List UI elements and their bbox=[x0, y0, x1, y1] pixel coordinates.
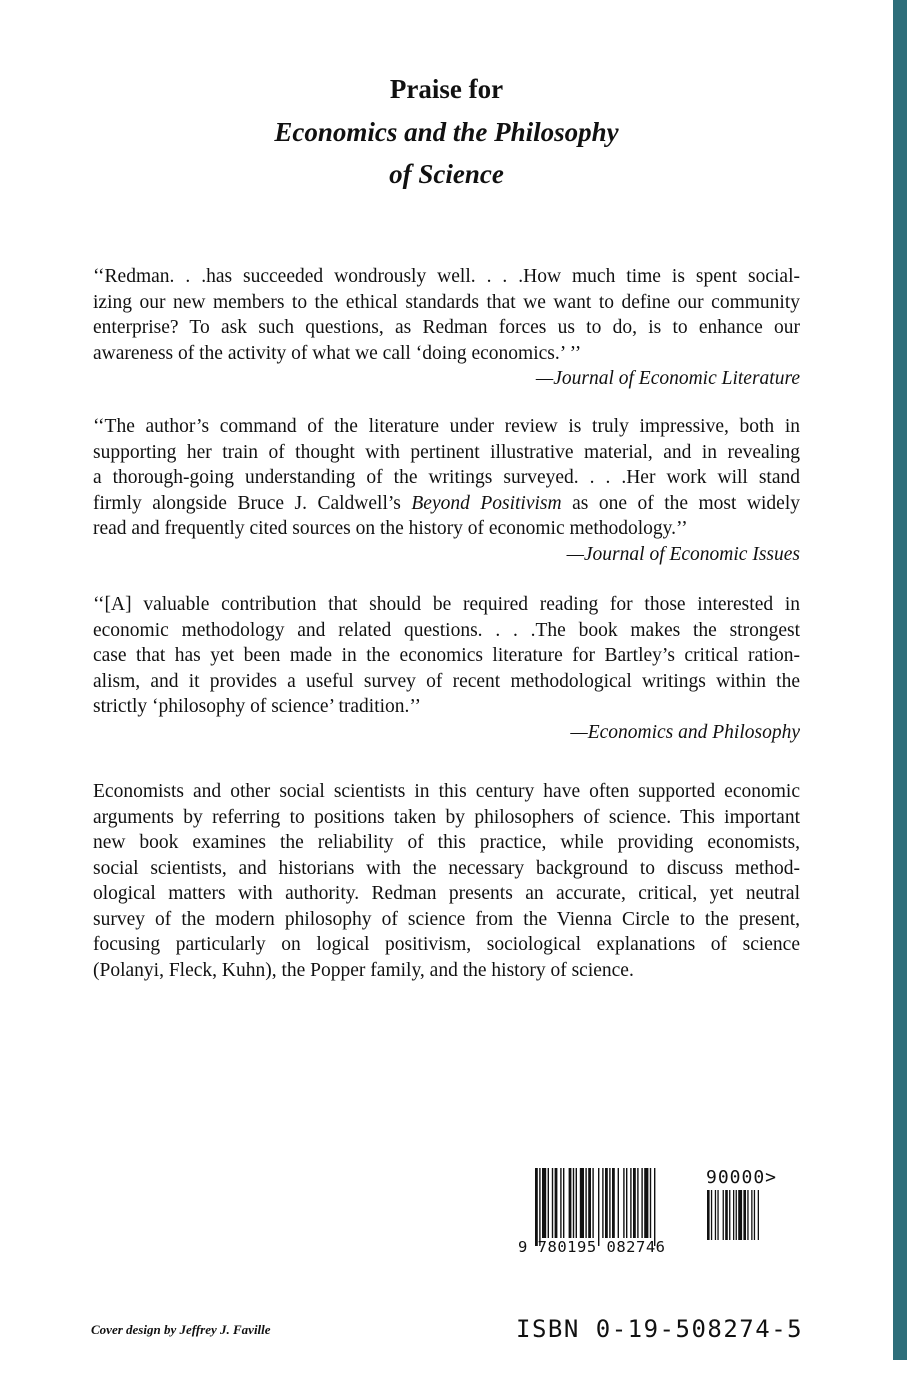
description-line: social scientists, and historians with the necessary background to discuss method- bbox=[93, 857, 800, 879]
barcode-bar bbox=[654, 1168, 655, 1246]
book-title-line-2: of Science bbox=[389, 159, 504, 189]
barcode-bar bbox=[650, 1168, 651, 1238]
description-line: arguments by referring to positions taken by philosophers of science. This important bbox=[93, 806, 800, 828]
price-barcode-bar bbox=[738, 1190, 742, 1240]
barcode-bar bbox=[618, 1168, 619, 1238]
review-line-with-book-title bbox=[93, 491, 800, 517]
review-line: strictly ‘philosophy of science’ tradition.’’ bbox=[93, 696, 421, 717]
price-barcode-bar bbox=[733, 1190, 734, 1240]
review-line: economic methodology and related questions. . . .The book makes the strongest bbox=[93, 619, 800, 641]
barcode-bar bbox=[563, 1168, 564, 1238]
barcode-bar bbox=[542, 1168, 546, 1238]
barcode-block bbox=[515, 1168, 800, 1378]
review-line: case that has yet been made in the economics literature for Bartley’s critical ration- bbox=[93, 645, 800, 666]
price-barcode-bar bbox=[747, 1190, 748, 1240]
review-line-part: firmly alongside Bruce J. Caldwell’s bbox=[93, 492, 412, 514]
barcode-bar bbox=[573, 1168, 574, 1238]
review-line: izing our new members to the ethical standards that we want to define our community bbox=[93, 291, 800, 313]
review-source: —Journal of Economic Issues bbox=[566, 543, 800, 565]
price-barcode-bar bbox=[758, 1190, 759, 1240]
price-barcode-bar bbox=[743, 1190, 746, 1240]
barcode-bar bbox=[539, 1168, 540, 1246]
description-line: Economists and other social scientists in this century have often supported economic bbox=[93, 781, 800, 802]
ean-digits: 9 780195 082746 bbox=[518, 1238, 666, 1256]
price-barcode-bar bbox=[715, 1190, 716, 1240]
barcode-bars bbox=[515, 1168, 695, 1246]
barcode-bar bbox=[598, 1168, 599, 1246]
description-line: survey of the modern philosophy of science from the Vienna Circle to the present, bbox=[93, 908, 800, 930]
price-barcode-bar bbox=[751, 1190, 752, 1240]
barcode-bar bbox=[592, 1168, 593, 1238]
barcode-bar bbox=[548, 1168, 549, 1238]
barcode-bar bbox=[555, 1168, 558, 1238]
cover-design-credit: Cover design by Jeffrey J. Faville bbox=[91, 1322, 271, 1337]
book-description bbox=[93, 779, 800, 983]
price-barcode-bar bbox=[729, 1190, 730, 1240]
review-line: ‘‘[A] valuable contribution that should be required reading for those interested in bbox=[93, 594, 800, 615]
price-barcode-bar bbox=[711, 1190, 712, 1240]
spine-color-strip bbox=[893, 0, 907, 1360]
cited-book-title: Beyond Positivism bbox=[411, 492, 562, 514]
review-line: enterprise? To ask such questions, as Redman forces us to do, is to enhance our bbox=[93, 317, 800, 338]
description-line: focusing particularly on logical positivism, sociological explanations of science bbox=[93, 934, 800, 955]
barcode-bar bbox=[560, 1168, 561, 1238]
isbn-number: ISBN 0-19-508274-5 bbox=[516, 1315, 804, 1343]
barcode-bar bbox=[641, 1168, 642, 1238]
review-line: ‘‘The author’s command of the literature under review is truly impressive, both in bbox=[93, 416, 800, 437]
barcode-bar bbox=[612, 1168, 615, 1238]
barcode-bar bbox=[535, 1168, 538, 1246]
price-barcode-bar bbox=[754, 1190, 755, 1240]
book-title-line-1: Economics and the Philosophy bbox=[274, 117, 619, 147]
barcode-bar bbox=[630, 1168, 631, 1238]
barcode-bar bbox=[552, 1168, 553, 1238]
barcode-bar bbox=[588, 1168, 591, 1238]
barcode-bar bbox=[580, 1168, 584, 1238]
review-economics-and-philosophy bbox=[93, 592, 800, 745]
barcode-bar bbox=[576, 1168, 577, 1238]
barcode-bar bbox=[637, 1168, 638, 1238]
barcode-bar bbox=[623, 1168, 624, 1238]
price-barcode-bar bbox=[723, 1190, 724, 1240]
price-barcode-bar bbox=[717, 1190, 718, 1240]
review-line: a thorough-going understanding of the writings surveyed. . . .Her work will stand bbox=[93, 467, 800, 488]
praise-heading: Praise for bbox=[389, 74, 504, 104]
barcode-bar bbox=[585, 1168, 586, 1238]
price-barcode-bar bbox=[707, 1190, 710, 1240]
review-journal-economic-issues bbox=[93, 414, 800, 567]
review-line: supporting her train of thought with pertinent illustrative material, and in revealing bbox=[93, 441, 800, 463]
review-source: —Journal of Economic Literature bbox=[535, 368, 800, 389]
price-barcode-bar bbox=[736, 1190, 737, 1240]
barcode-bar bbox=[626, 1168, 627, 1238]
review-line: read and frequently cited sources on the history of economic methodology.’’ bbox=[93, 518, 688, 539]
review-journal-economic-literature bbox=[93, 264, 800, 392]
barcode-bar bbox=[609, 1168, 610, 1238]
barcode-bar bbox=[644, 1168, 648, 1238]
review-line: ‘‘Redman. . .has succeeded wondrously well. . . .How much time is spent social- bbox=[93, 266, 800, 287]
price-code: 90000> bbox=[706, 1167, 778, 1188]
review-line: awareness of the activity of what we call ‘doing economics.’ ’’ bbox=[93, 342, 582, 364]
barcode-bar bbox=[633, 1168, 636, 1238]
review-source: —Economics and Philosophy bbox=[570, 721, 800, 743]
description-line: (Polanyi, Fleck, Kuhn), the Popper family, and the history of science. bbox=[93, 959, 634, 981]
review-line-part: as one of the most widely bbox=[561, 492, 801, 514]
description-line: new book examines the reliability of this practice, while providing economists, bbox=[93, 832, 800, 853]
price-barcode-bar bbox=[725, 1190, 728, 1240]
barcode-bar bbox=[569, 1168, 572, 1238]
description-line: ological matters with authority. Redman presents an accurate, critical, yet neutral bbox=[93, 883, 800, 904]
review-line: alism, and it provides a useful survey of recent methodological writings within the bbox=[93, 670, 800, 692]
barcode-bar bbox=[605, 1168, 608, 1238]
barcode-bar bbox=[602, 1168, 603, 1238]
